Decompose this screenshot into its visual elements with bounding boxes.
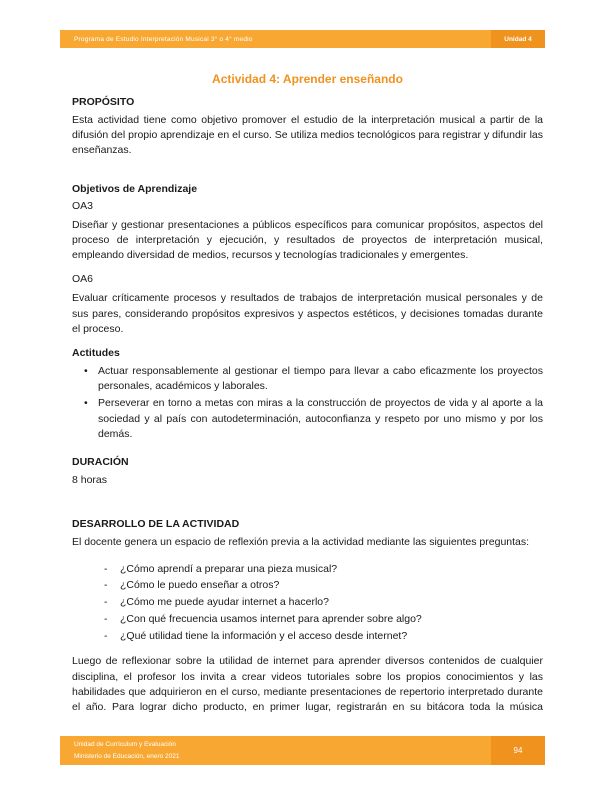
footer-credits [60,736,491,765]
footer-line2: Ministerio de Educación, enero 2021 [74,752,180,760]
actitudes-list [72,364,543,442]
list-item [72,611,543,628]
list-item [72,396,543,442]
duracion-value: 8 horas [72,474,108,487]
bullet-marker: • [84,364,88,377]
oa3-paragraph: Diseñar y gestionar presentaciones a públicos específicos para comunicar propósitos, aspectos del proceso de interpretación y ejecución, y resultados de proyectos de interpretación musical, empleando diversidad de medios, recursos y tecnologías tradicionales y emergentes. [72,218,543,262]
desarrollo-heading: DESARROLLO DE LA ACTIVIDAD [72,518,240,531]
proposito-paragraph: Esta actividad tiene como objetivo promover el estudio de la interpretación musical a partir de la difusión del propio aprendizaje en el curso. Se utiliza medios tecnológicos para registrar y difundir las enseñanzas. [72,114,543,157]
list-item [72,577,543,594]
footer-bar [60,736,545,765]
pregunta-text: ¿Cómo me puede ayudar internet a hacerlo? [120,596,329,609]
pregunta-text: ¿Cómo aprendí a preparar una pieza musical? [120,562,338,575]
bullet-marker: • [84,397,88,410]
dash-marker: - [104,562,108,575]
list-item [72,561,543,578]
header-program-text: Programa de Estudio Interpretación Musical 3° o 4° medio [74,35,253,43]
pregunta-text: ¿Qué utilidad tiene la información y el acceso desde internet? [120,629,408,642]
activity-title: Actividad 4: Aprender enseñando [212,72,403,86]
oa6-paragraph: Evaluar críticamente procesos y resultados de trabajos de interpretación musical personales y de sus pares, considerando propósitos expresivos y aspectos estéticos, y decisiones tomadas durante el proceso. [72,292,543,335]
dash-marker: - [104,629,108,642]
actitudes-item-text: Actuar responsablemente al gestionar el tiempo para llevar a cabo eficazmente los proyectos personales, académicos y laborales. [98,364,543,393]
dash-marker: - [104,579,108,592]
list-item [72,628,543,645]
dash-marker: - [104,596,108,609]
objetivos-heading: Objetivos de Aprendizaje [72,182,198,195]
footer-line1: Unidad de Currículum y Evaluación [74,741,176,749]
actitudes-heading: Actitudes [72,346,120,359]
preguntas-list [72,561,543,645]
page-number-badge [491,736,545,765]
list-item [72,594,543,611]
page-number: 94 [513,746,523,755]
header-unit-text: Unidad 4 [504,35,532,43]
duracion-heading: DURACIÓN [72,456,129,469]
dash-marker: - [104,612,108,625]
header-program-label [60,30,491,48]
oa3-label: OA3 [72,199,94,212]
pregunta-text: ¿Cómo le puedo enseñar a otros? [120,579,280,592]
actitudes-item-text: Perseverar en torno a metas con miras a la construcción de proyectos de vida y al aporte a la sociedad y al país con autodeterminación, autoconfianza y respeto por uno mismo y por los demás. [98,397,543,440]
proposito-heading: PROPÓSITO [72,96,135,108]
header-unit-badge [491,30,545,48]
list-item [72,364,543,394]
desarrollo-intro-paragraph: El docente genera un espacio de reflexión previa a la actividad mediante las siguientes preguntas: [72,536,530,549]
header-bar [60,30,545,48]
desarrollo-paragraph: Luego de reflexionar sobre la utilidad de internet para aprender diversos contenidos de cualquier disciplina, el profesor los invita a crear videos tutoriales sobre los propios conocimientos y las habilidades que adquirieron en el curso, mediante presentaciones de repertorio interpretado durante el año. Para lograr dicho producto, en primer lugar, registrarán en su bitácora toda la música [72,655,543,714]
oa6-label: OA6 [72,273,94,286]
pregunta-text: ¿Con qué frecuencia usamos internet para aprender sobre algo? [120,612,422,625]
document-content [72,64,543,725]
